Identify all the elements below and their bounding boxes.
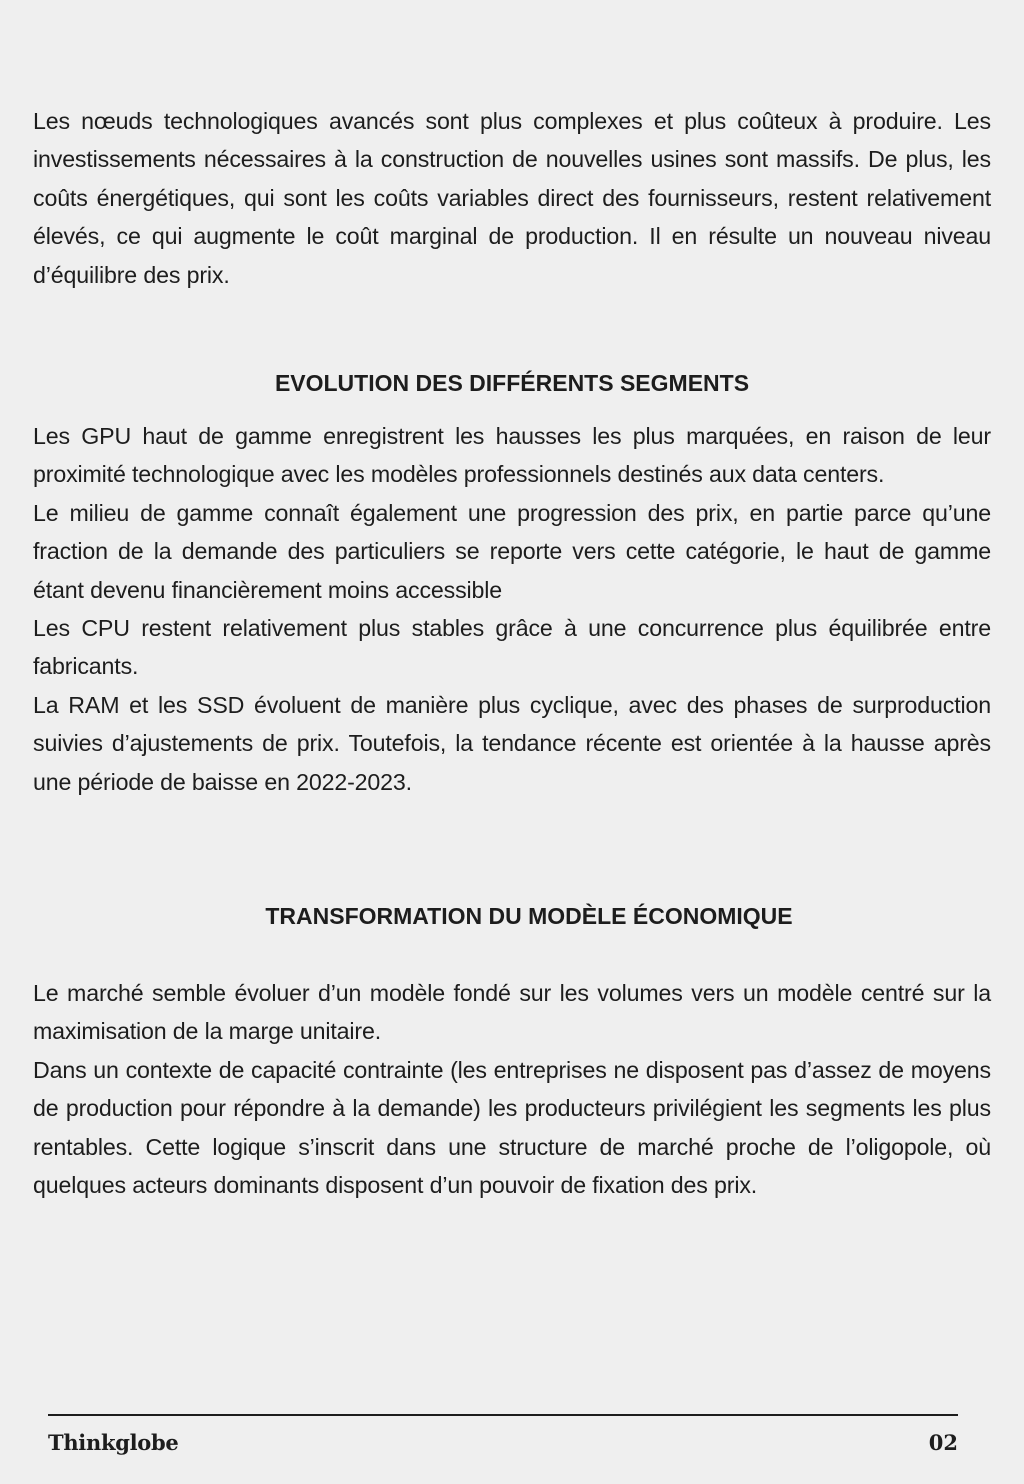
- segments-section: [33, 417, 991, 801]
- page-number: 02: [928, 1430, 958, 1455]
- intro-paragraph: Les nœuds technologiques avancés sont plus complexes et plus coûteux à produire. Les investissements nécessaires à la construction de nouvelles usines sont massifs. De plus, les coûts énergétiques, qui sont les coûts variables direct des fournisseurs, restent relativement élevés, ce qui augmente le coût marginal de production. Il en résulte un nouveau niveau d’équilibre des prix.: [33, 108, 991, 288]
- segments-paragraph-gpu: Les GPU haut de gamme enregistrent les hausses les plus marquées, en raison de leur proximité technologique avec les modèles professionnels destinés aux data centers.: [33, 423, 991, 488]
- segments-heading: EVOLUTION DES DIFFÉRENTS SEGMENTS: [274, 370, 750, 396]
- segments-paragraph-ram-ssd: La RAM et les SSD évoluent de manière plus cyclique, avec des phases de surproduction suivies d’ajustements de prix. Toutefois, la tendance récente est orientée à la hausse après une période de baisse en 2022-2023.: [33, 691, 991, 795]
- transformation-heading-wrap: [50, 900, 1008, 932]
- transformation-section: [33, 974, 991, 1204]
- footer-divider: [48, 1414, 958, 1416]
- transformation-heading: TRANSFORMATION DU MODÈLE ÉCONOMIQUE: [265, 903, 793, 929]
- footer-brand: Thinkglobe: [48, 1430, 179, 1455]
- transformation-paragraph-oligopoly: Dans un contexte de capacité contrainte (les entreprises ne disposent pas d’assez de moyens de production pour répondre à la demande) les producteurs privilégient les segments les plus rentables. Cette logique s’inscrit dans une structure de marché proche de l’oligopole, où quelques acteurs dominants disposent d’un pouvoir de fixation des prix.: [33, 1056, 991, 1199]
- segments-paragraph-cpu: Les CPU restent relativement plus stables grâce à une concurrence plus équilibrée entre fabricants.: [33, 615, 991, 680]
- intro-section: [33, 102, 991, 294]
- segments-paragraph-mid-range: Le milieu de gamme connaît également une progression des prix, en partie parce qu’une fraction de la demande des particuliers se reporte vers cette catégorie, le haut de gamme étant devenu financièrement moins accessible: [33, 499, 991, 603]
- segments-heading-wrap: [33, 367, 991, 399]
- transformation-paragraph-volumes: Le marché semble évoluer d’un modèle fondé sur les volumes vers un modèle centré sur la maximisation de la marge unitaire.: [33, 980, 991, 1045]
